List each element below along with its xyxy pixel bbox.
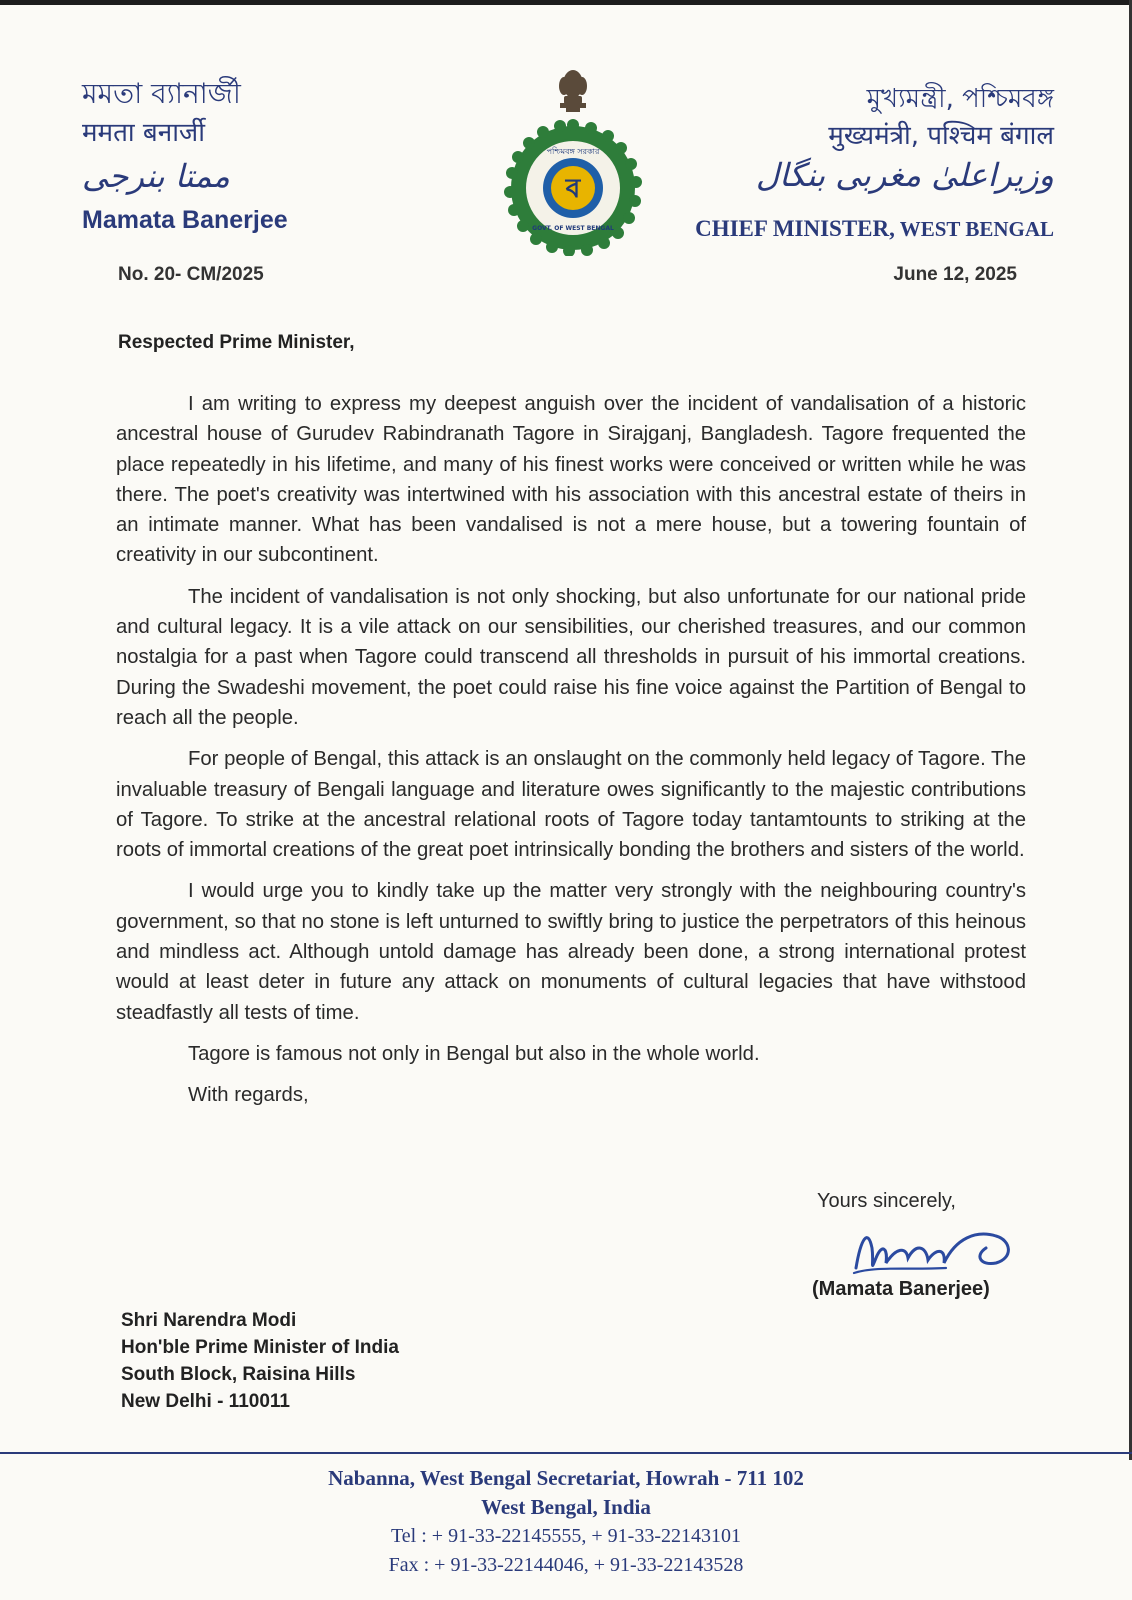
state-emblem-icon	[498, 66, 648, 256]
reference-number: No. 20- CM/2025	[118, 264, 264, 285]
title-bengali: মুখ্যমন্ত্রী, পশ্চিমবঙ্গ	[866, 84, 1054, 114]
title-english	[695, 216, 1054, 242]
svg-text:GOVT. OF WEST BENGAL: GOVT. OF WEST BENGAL	[532, 225, 614, 232]
addressee-line: New Delhi - 110011	[121, 1391, 290, 1412]
regards: With regards,	[188, 1084, 309, 1107]
footer-fax: Fax : + 91-33-22144046, + 91-33-22143528	[388, 1554, 744, 1576]
salutation: Respected Prime Minister,	[118, 332, 355, 353]
addressee-block	[121, 1307, 399, 1415]
title-urdu: وزیراعلیٰ مغربی بنگال	[755, 156, 1054, 194]
name-hindi: ममता बनार्जी	[82, 118, 205, 148]
addressee-line: Hon'ble Prime Minister of India	[121, 1337, 399, 1358]
addressee-line: South Block, Raisina Hills	[121, 1364, 356, 1385]
footer-address-line2: West Bengal, India	[481, 1495, 651, 1519]
name-bengali: মমতা ব্যানার্জী	[82, 77, 241, 110]
top-border	[0, 0, 1132, 5]
footer	[0, 1464, 1132, 1580]
paragraph-1: I am writing to express my deepest anguish over the incident of vandalisation of a historic ancestral house of Gurudev Rabindranath Tagore in Sirajganj, Bangladesh. Tagore frequented the place repeatedly in his lifetime, and many of his finest works were conceived or written while he was there. The poet's creativity was intertwined with his association with this ancestral estate of theirs in an intimate manner. What has been vandalised is not a mere house, but a towering fountain of creativity in our subcontinent.	[116, 393, 1026, 567]
name-english: Mamata Banerjee	[82, 206, 288, 234]
letter-date: June 12, 2025	[893, 264, 1017, 285]
footer-divider	[0, 1452, 1132, 1454]
addressee-line: Shri Narendra Modi	[121, 1310, 297, 1331]
name-urdu: ممتا بنرجی	[82, 157, 230, 195]
svg-text:পশ্চিমবঙ্গ সরকার: পশ্চিমবঙ্গ সরকার	[546, 147, 600, 156]
title-english-main: CHIEF MINISTER,	[695, 216, 895, 241]
footer-address-line1: Nabanna, West Bengal Secretariat, Howrah - 711 102	[328, 1466, 804, 1490]
closing: Yours sincerely,	[817, 1190, 956, 1212]
paragraph-4: I would urge you to kindly take up the matter very strongly with the neighbouring country's government, so that no stone is left unturned to swiftly bring to justice the perpetrators of this heinous and mindless act. Although untold damage has already been done, a strong international protest would at least deter in future any attack on monuments of cultural legacies that have withstood steadfastly all tests of time.	[116, 880, 1026, 1024]
title-english-sub: WEST BENGAL	[899, 217, 1054, 241]
paragraph-3: For people of Bengal, this attack is an onslaught on the commonly held legacy of Tagore. The invaluable treasury of Bengali language and literature owes significantly to the majestic contributions of Tagore. To strike at the ancestral relational roots of Tagore today tantamtounts to striking at the roots of immortal creations of the great poet intrinsically bonding the brothers and sisters of the world.	[116, 748, 1026, 862]
svg-text:ব: ব	[565, 174, 581, 204]
signer-name: (Mamata Banerjee)	[812, 1278, 990, 1300]
letter-body	[116, 389, 1026, 1122]
paragraph-5: Tagore is famous not only in Bengal but also in the whole world.	[188, 1042, 760, 1065]
ashoka-lion-icon	[559, 70, 587, 112]
paragraph-2: The incident of vandalisation is not only shocking, but also unfortunate for our national pride and cultural legacy. It is a vile attack on our sensibilities, our cherished treasures, and our common nostalgia for a past when Tagore could transcend all thresholds in pursuit of his immortal creations. During the Swadeshi movement, the poet could raise his fine voice against the Partition of Bengal to reach all the people.	[116, 585, 1026, 729]
footer-telephone: Tel : + 91-33-22145555, + 91-33-22143101	[390, 1525, 741, 1547]
title-hindi: मुख्यमंत्री, पश्चिम बंगाल	[828, 121, 1054, 151]
